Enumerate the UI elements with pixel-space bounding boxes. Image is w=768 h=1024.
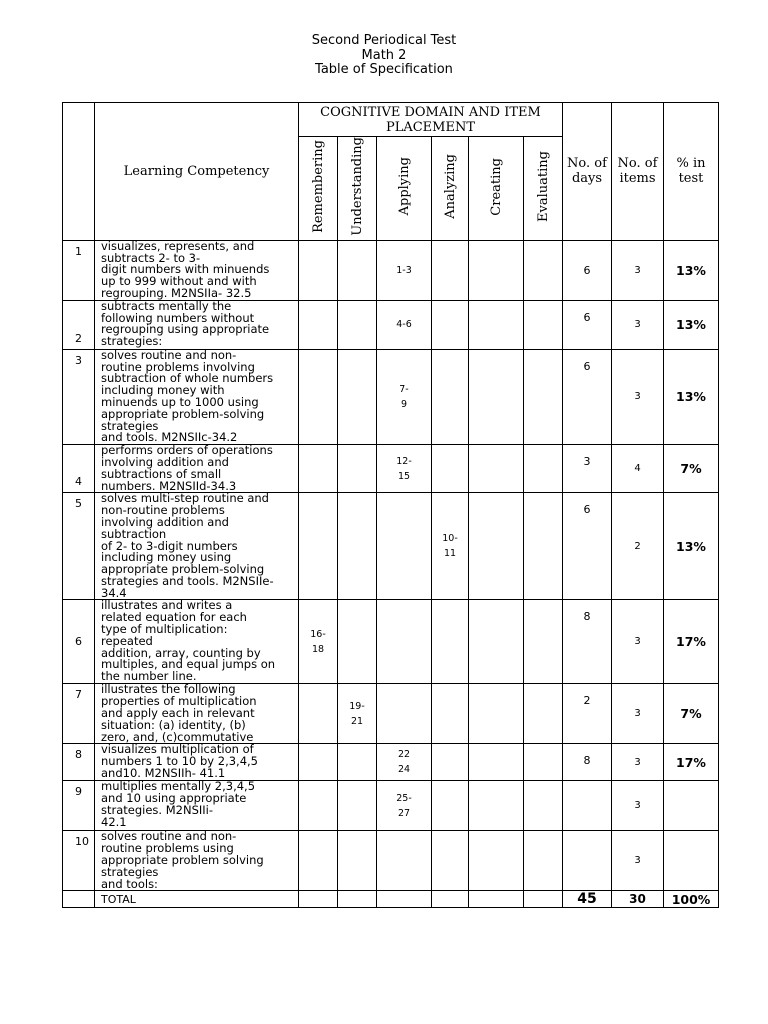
test-title: Second Periodical Test — [311, 33, 457, 48]
total-analyzing-cell — [432, 891, 469, 908]
remembering-cell — [299, 684, 338, 744]
row-number: 6 — [63, 600, 95, 684]
evaluating-cell — [524, 600, 563, 684]
remembering-cell — [299, 781, 338, 831]
competency-cell: illustrates the following properties of multiplication and apply each in relevant situation: (a) identity, (b) zero, and, (c)commutative — [95, 684, 299, 744]
remembering-cell — [299, 744, 338, 781]
understanding-cell — [338, 493, 377, 600]
table-row — [63, 300, 719, 349]
understanding-cell — [338, 781, 377, 831]
total-remembering-cell — [299, 891, 338, 908]
analyzing-cell — [432, 300, 469, 349]
header-number-cell — [63, 103, 95, 241]
remembering-label: Remembering — [310, 139, 326, 233]
row-number: 8 — [63, 744, 95, 781]
items-cell: 4 — [612, 445, 664, 493]
creating-header — [469, 137, 524, 241]
creating-cell — [469, 349, 524, 444]
items-header: No. of items — [612, 103, 664, 241]
items-cell: 3 — [612, 744, 664, 781]
days-cell: 6 — [563, 300, 612, 349]
row-number: 9 — [63, 781, 95, 831]
total-items: 30 — [612, 891, 664, 908]
remembering-cell — [299, 240, 338, 300]
understanding-cell — [338, 445, 377, 493]
total-evaluating-cell — [524, 891, 563, 908]
remembering-cell — [299, 445, 338, 493]
table-row — [63, 744, 719, 781]
evaluating-label: Evaluating — [535, 150, 551, 222]
days-header: No. of days — [563, 103, 612, 241]
understanding-cell — [338, 831, 377, 891]
row-number: 3 — [63, 349, 95, 444]
analyzing-cell — [432, 744, 469, 781]
evaluating-cell — [524, 445, 563, 493]
percent-cell: 13% — [664, 240, 719, 300]
applying-label: Applying — [396, 157, 412, 216]
percent-cell: 7% — [664, 445, 719, 493]
total-applying-cell — [377, 891, 432, 908]
competency-cell: visualizes multiplication of numbers 1 to 10 by 2,3,4,5 and10. M2NSIIh- 41.1 — [95, 744, 299, 781]
table-row — [63, 684, 719, 744]
understanding-cell — [338, 300, 377, 349]
understanding-cell: 19- 21 — [338, 684, 377, 744]
competency-cell: multiplies mentally 2,3,4,5 and 10 using appropriate strategies. M2NSIIi- 42.1 — [95, 781, 299, 831]
days-cell: 6 — [563, 240, 612, 300]
percent-cell: 13% — [664, 300, 719, 349]
percent-header: % in test — [664, 103, 719, 241]
analyzing-cell — [432, 240, 469, 300]
evaluating-cell — [524, 300, 563, 349]
total-row — [63, 891, 719, 908]
understanding-label: Understanding — [349, 137, 365, 236]
items-cell: 3 — [612, 831, 664, 891]
analyzing-cell — [432, 781, 469, 831]
days-cell: 8 — [563, 600, 612, 684]
header-row — [63, 103, 719, 137]
competency-cell: solves multi-step routine and non-routine problems involving addition and subtraction of 2- to 3-digit numbers including money using appropriate problem-solving strategies and tools. M2NSIIe- 34.4 — [95, 493, 299, 600]
competency-cell: performs orders of operations involving addition and subtractions of small numbers. M2NSIId-34.3 — [95, 445, 299, 493]
percent-cell — [664, 781, 719, 831]
table-row — [63, 831, 719, 891]
items-cell: 3 — [612, 300, 664, 349]
creating-label: Creating — [488, 157, 504, 216]
analyzing-cell — [432, 684, 469, 744]
cognitive-domain-header: COGNITIVE DOMAIN AND ITEM PLACEMENT — [299, 103, 563, 137]
applying-cell — [377, 600, 432, 684]
percent-cell: 13% — [664, 493, 719, 600]
days-cell — [563, 781, 612, 831]
row-number: 7 — [63, 684, 95, 744]
percent-cell: 7% — [664, 684, 719, 744]
competency-cell: illustrates and writes a related equation for each type of multiplication: repeated addition, array, counting by multiples, and equal jumps on the number line. — [95, 600, 299, 684]
total-percent: 100% — [664, 891, 719, 908]
understanding-cell — [338, 240, 377, 300]
evaluating-cell — [524, 349, 563, 444]
specification-table — [62, 102, 719, 908]
creating-cell — [469, 831, 524, 891]
row-number: 1 — [63, 240, 95, 300]
understanding-cell — [338, 349, 377, 444]
analyzing-header — [432, 137, 469, 241]
table-row — [63, 349, 719, 444]
applying-cell — [377, 831, 432, 891]
days-cell: 6 — [563, 349, 612, 444]
subject-title: Math 2 — [361, 47, 407, 63]
total-label: TOTAL — [95, 891, 299, 908]
applying-cell — [377, 493, 432, 600]
evaluating-cell — [524, 684, 563, 744]
applying-cell: 4-6 — [377, 300, 432, 349]
understanding-header — [338, 137, 377, 241]
learning-competency-header: Learning Competency — [95, 103, 299, 241]
days-cell: 8 — [563, 744, 612, 781]
table-row — [63, 493, 719, 600]
remembering-cell: 16- 18 — [299, 600, 338, 684]
document-header — [0, 34, 768, 78]
understanding-cell — [338, 600, 377, 684]
evaluating-cell — [524, 831, 563, 891]
creating-cell — [469, 445, 524, 493]
table-row — [63, 600, 719, 684]
total-understanding-cell — [338, 891, 377, 908]
row-number: 10 — [63, 831, 95, 891]
items-cell: 3 — [612, 240, 664, 300]
items-cell: 3 — [612, 349, 664, 444]
competency-cell: subtracts mentally the following numbers without regrouping using appropriate strategies: — [95, 300, 299, 349]
applying-cell: 22 24 — [377, 744, 432, 781]
remembering-cell — [299, 493, 338, 600]
days-cell: 6 — [563, 493, 612, 600]
evaluating-cell — [524, 240, 563, 300]
analyzing-cell — [432, 600, 469, 684]
analyzing-cell: 10- 11 — [432, 493, 469, 600]
evaluating-cell — [524, 493, 563, 600]
evaluating-cell — [524, 781, 563, 831]
analyzing-label: Analyzing — [442, 154, 458, 219]
competency-cell: visualizes, represents, and subtracts 2- to 3- digit numbers with minuends up to 999 without and with regrouping. M2NSIIa- 32.5 — [95, 240, 299, 300]
items-cell: 2 — [612, 493, 664, 600]
total-number-cell — [63, 891, 95, 908]
table-row — [63, 240, 719, 300]
row-number: 4 — [63, 445, 95, 493]
items-cell: 3 — [612, 600, 664, 684]
percent-cell: 17% — [664, 600, 719, 684]
remembering-header — [299, 137, 338, 241]
analyzing-cell — [432, 349, 469, 444]
evaluating-cell — [524, 744, 563, 781]
creating-cell — [469, 781, 524, 831]
applying-cell: 12- 15 — [377, 445, 432, 493]
creating-cell — [469, 744, 524, 781]
row-number: 5 — [63, 493, 95, 600]
competency-cell: solves routine and non- routine problems using appropriate problem solving strategies and tools: — [95, 831, 299, 891]
days-cell — [563, 831, 612, 891]
remembering-cell — [299, 349, 338, 444]
analyzing-cell — [432, 445, 469, 493]
analyzing-cell — [432, 831, 469, 891]
competency-cell: solves routine and non- routine problems involving subtraction of whole numbers including money with minuends up to 1000 using appropriate problem-solving strategies and tools. M2NSIIc-34.2 — [95, 349, 299, 444]
percent-cell: 17% — [664, 744, 719, 781]
percent-cell — [664, 831, 719, 891]
creating-cell — [469, 300, 524, 349]
applying-cell: 1-3 — [377, 240, 432, 300]
applying-cell — [377, 684, 432, 744]
applying-cell: 25- 27 — [377, 781, 432, 831]
table-row — [63, 781, 719, 831]
days-cell: 2 — [563, 684, 612, 744]
creating-cell — [469, 600, 524, 684]
percent-cell: 13% — [664, 349, 719, 444]
creating-cell — [469, 240, 524, 300]
creating-cell — [469, 684, 524, 744]
evaluating-header — [524, 137, 563, 241]
items-cell: 3 — [612, 684, 664, 744]
total-creating-cell — [469, 891, 524, 908]
remembering-cell — [299, 300, 338, 349]
understanding-cell — [338, 744, 377, 781]
remembering-cell — [299, 831, 338, 891]
row-number: 2 — [63, 300, 95, 349]
applying-header — [377, 137, 432, 241]
table-row — [63, 445, 719, 493]
days-cell: 3 — [563, 445, 612, 493]
creating-cell — [469, 493, 524, 600]
items-cell: 3 — [612, 781, 664, 831]
total-days: 45 — [563, 891, 612, 908]
document-title: Table of Specification — [315, 62, 453, 77]
applying-cell: 7- 9 — [377, 349, 432, 444]
